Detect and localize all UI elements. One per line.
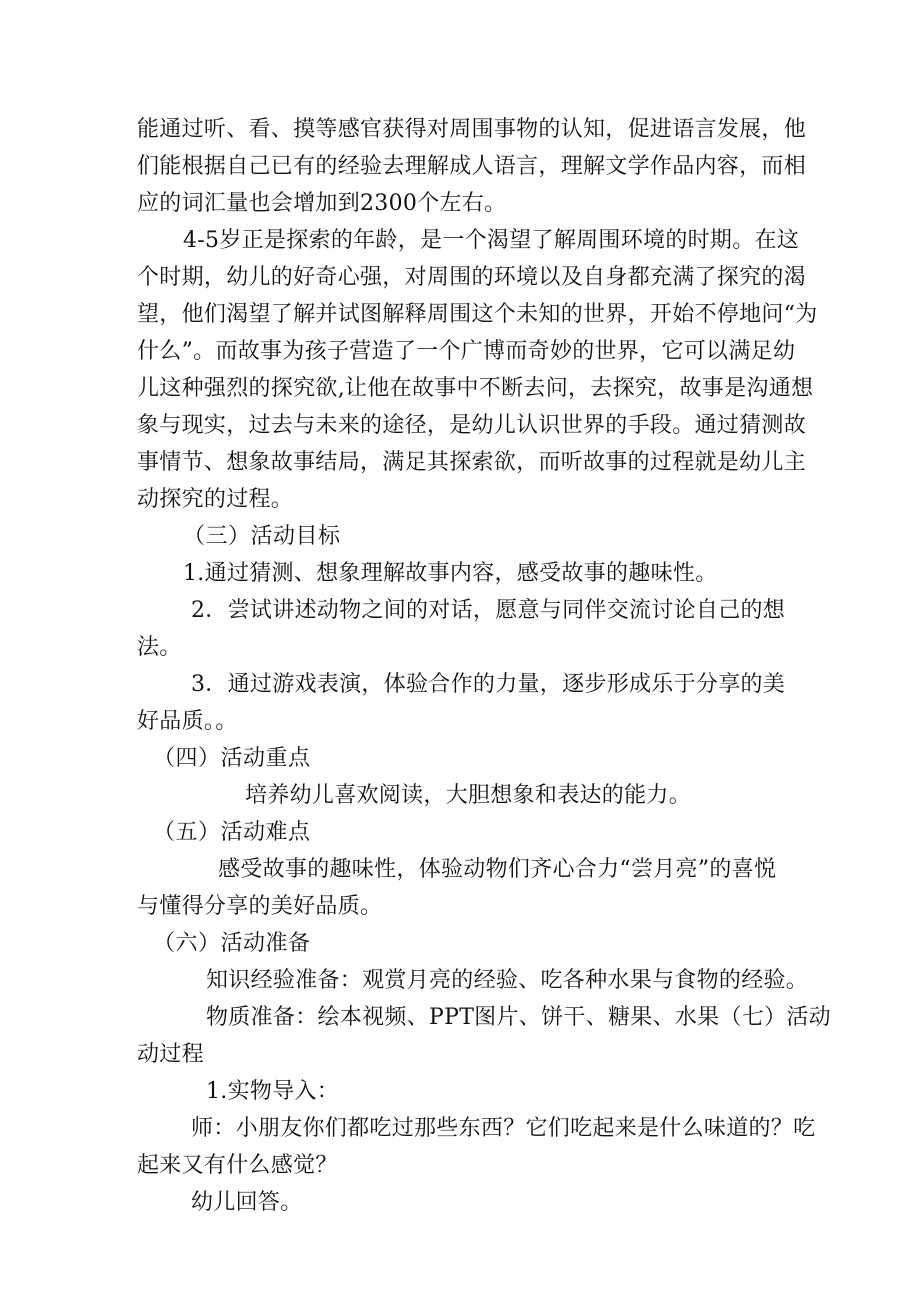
paragraph-2-line-8: 动探究的过程。 [137, 487, 294, 512]
teacher-line-1: 师：小朋友你们都吃过那些东西？它们吃起来是什么味道的？吃 [191, 1116, 816, 1141]
section-prep-heading: （六）活动准备 [153, 931, 311, 956]
section-difficulty-heading: （五）活动难点 [153, 820, 311, 845]
paragraph-2-line-6: 象与现实，过去与未来的途径，是幼儿认识世界的手段。通过猜测故 [137, 413, 807, 438]
goal-3-line-1: 3．通过游戏表演，体验合作的力量，逐步形成乐于分享的美 [191, 672, 786, 697]
prep-material-line-2: 动过程 [137, 1042, 204, 1067]
paragraph-1-line-3: 应的词汇量也会增加到2300个左右。 [137, 191, 507, 216]
prep-material-line-1: 物质准备：绘本视频、PPT图片、饼干、糖果、水果（七）活动 [206, 1005, 831, 1030]
paragraph-2-line-1: 4-5岁正是探索的年龄，是一个渴望了解周围环境的时期。在这 [183, 228, 800, 253]
key-text: 培养幼儿喜欢阅读，大胆想象和表达的能力。 [245, 783, 692, 808]
child-answer: 幼儿回答。 [191, 1190, 303, 1215]
section-key-heading: （四）活动重点 [153, 746, 311, 771]
goal-2-line-2: 法。 [137, 635, 182, 660]
paragraph-2-line-5: 儿这种强烈的探究欲,让他在故事中不断去问，去探究，故事是沟通想 [137, 376, 814, 401]
goal-2-line-1: 2．尝试讲述动物之间的对话，愿意与同伴交流讨论自己的想 [191, 598, 786, 623]
goal-3-line-2: 好品质。。 [137, 709, 238, 734]
paragraph-2-line-4: 什么”。而故事为孩子营造了一个广博而奇妙的世界，它可以满足幼 [137, 339, 796, 364]
section-goals-heading: （三）活动目标 [183, 524, 341, 549]
difficulty-line-1: 感受故事的趣味性，体验动物们齐心合力“尝月亮”的喜悦 [218, 857, 777, 882]
step-1-title: 1.实物导入： [206, 1079, 340, 1104]
teacher-line-2: 起来又有什么感觉？ [137, 1153, 338, 1178]
paragraph-2-line-7: 事情节、想象故事结局，满足其探索欲，而听故事的过程就是幼儿主 [137, 450, 807, 475]
difficulty-line-2: 与懂得分享的美好品质。 [137, 894, 383, 919]
goal-1: 1.通过猜测、想象理解故事内容，感受故事的趣味性。 [183, 561, 718, 586]
paragraph-2-line-2: 个时期，幼儿的好奇心强，对周围的环境以及自身都充满了探究的渴 [137, 265, 807, 290]
paragraph-2-line-3: 望，他们渴望了解并试图解释周围这个未知的世界，开始不停地问“为 [137, 302, 818, 327]
prep-knowledge: 知识经验准备：观赏月亮的经验、吃各种水果与食物的经验。 [206, 968, 809, 993]
paragraph-1-line-2: 们能根据自己已有的经验去理解成人语言，理解文学作品内容，而相 [137, 154, 807, 179]
paragraph-1-line-1: 能通过听、看、摸等感官获得对周围事物的认知，促进语言发展，他 [137, 117, 807, 142]
